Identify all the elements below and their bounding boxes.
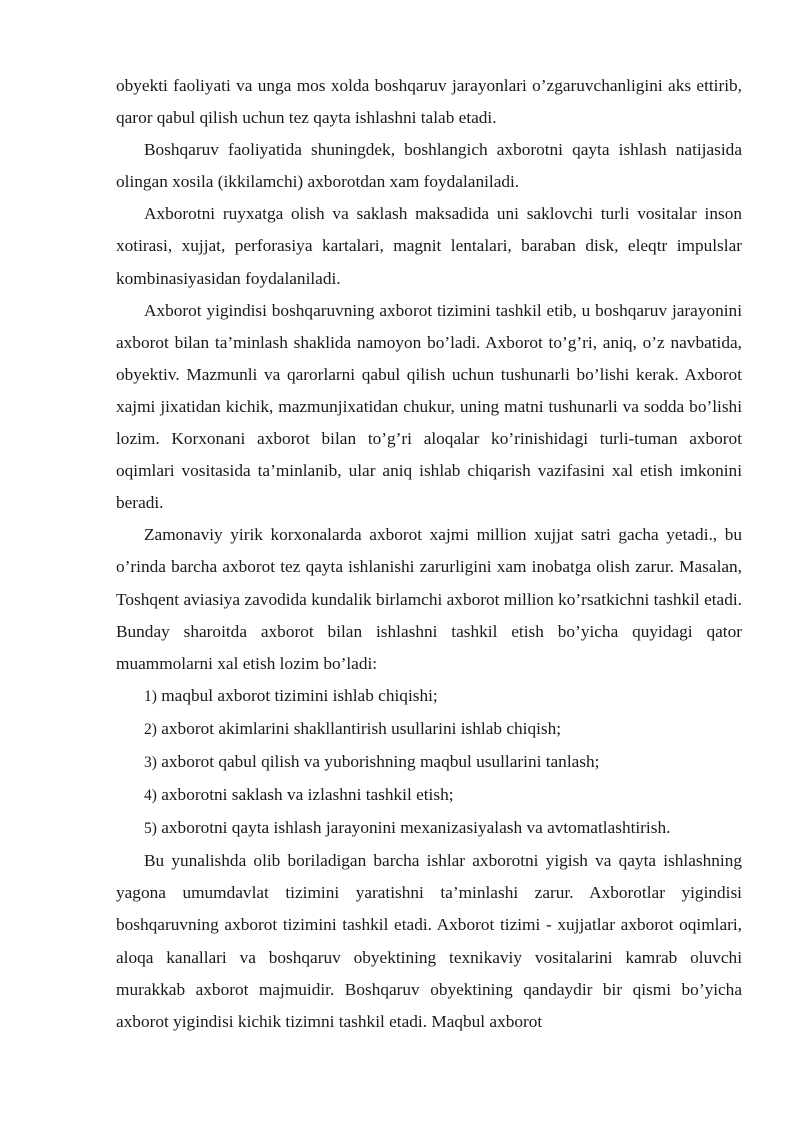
paragraph-6: Bu yunalishda olib boriladigan barcha ishlar axborotni yigish va qayta ishlashning yagona umumdavlat tizimini yaratishni ta’minlashi zarur. Axborotlar yigindisi boshqaruvning axborot tizimini tashkil etadi. Axborot tizimi - xujjatlar axborot oqimlari, aloqa kanallari va boshqaruv obyektining texnikaviy vositalarini kamrab oluvchi murakkab axborot majmuidir. Boshqaruv obyektining qandaydir bir qismi bo’yicha axborot yigindisi kichik tizimni tashkil etadi. Maqbul axborot xyxy=(116,851,742,1031)
paragraph-5: Zamonaviy yirik korxonalarda axborot xajmi million xujjat satri gacha yetadi., bu o’rinda barcha axborot tez qayta ishlanishi zarurligini xam inobatga olish zarur. Masalan, Toshqent aviasiya zavodida kundalik birlamchi axborot million ko’rsatkichni tashkil etadi. Bunday sharoitda axborot bilan ishlashni tashkil etish bo’yicha quyidagi qator muammolarni xal etish lozim bo’ladi: xyxy=(116,525,742,673)
list-text: axborotni saklash va izlashni tashkil etish; xyxy=(156,785,454,805)
list-item xyxy=(116,680,742,713)
list-text: axborot qabul qilish va yuborishning maqbul usullarini tanlash; xyxy=(156,751,600,771)
paragraph-1: obyekti faoliyati va unga mos xolda boshqaruv jarayonlari o’zgaruvchanligini aks ettirib, qaror qabul qilish uchun tez qayta ishlashni talab etadi. xyxy=(116,76,742,128)
list-item xyxy=(116,713,742,746)
list-number: 5) xyxy=(144,820,157,838)
paragraph-2: Boshqaruv faoliyatida shuningdek, boshlangich axborotni qayta ishlash natijasida olingan xosila (ikkilamchi) axborotdan xam foydalaniladi. xyxy=(116,140,742,192)
list-text: axborotni qayta ishlash jarayonini mexanizasiyalash va avtomatlashtirish. xyxy=(156,818,671,838)
document-page xyxy=(116,70,742,1038)
list-item xyxy=(116,812,742,845)
list-item xyxy=(116,779,742,812)
numbered-list xyxy=(116,680,742,845)
list-text: axborot akimlarini shakllantirish usullarini ishlab chiqish; xyxy=(156,718,562,738)
list-item xyxy=(116,746,742,779)
list-number: 3) xyxy=(144,753,157,771)
list-number: 2) xyxy=(144,720,157,738)
list-text: maqbul axborot tizimini ishlab chiqishi; xyxy=(156,685,438,705)
paragraph-4: Axborot yigindisi boshqaruvning axborot tizimini tashkil etib, u boshqaruv jarayonini axborot bilan ta’minlash shaklida namoyon bo’ladi. Axborot to’g’ri, aniq, o’z navbatida, obyektiv. Mazmunli va qarorlarni qabul qilish uchun tushunarli bo’lishi kerak. Axborot xajmi jixatidan kichik, mazmunjixatidan chukur, uning matni tushunarli va sodda bo’lishi lozim. Korxonani axborot bilan to’g’ri aloqalar ko’rinishidagi turli-tuman axborot oqimlari vositasida ta’minlanib, ular aniq ishlab chiqarish vazifasini xal etish imkonini beradi. xyxy=(116,300,742,513)
list-number: 1) xyxy=(144,687,157,705)
paragraph-3: Axborotni ruyxatga olish va saklash maksadida uni saklovchi turli vositalar inson xotirasi, xujjat, perforasiya kartalari, magnit lentalari, baraban disk, eleqtr impulslar kombinasiyasidan foydalaniladi. xyxy=(116,204,742,288)
list-number: 4) xyxy=(144,787,157,805)
